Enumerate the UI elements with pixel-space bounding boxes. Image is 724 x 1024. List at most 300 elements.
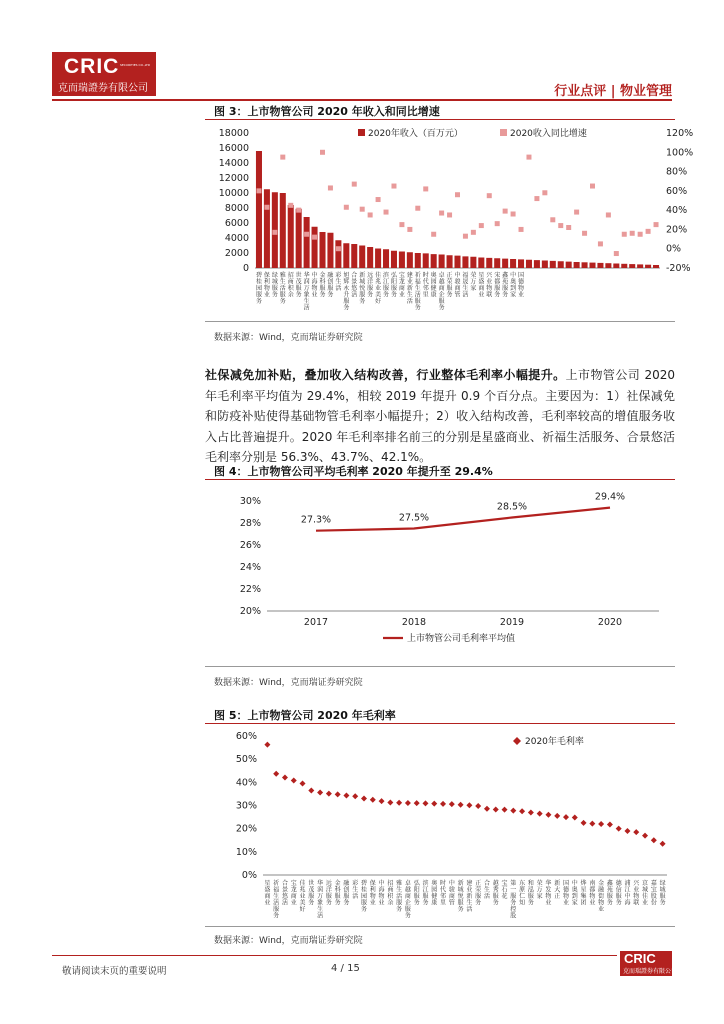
fig5-point	[616, 826, 622, 832]
figure4-chart	[205, 481, 675, 661]
fig3-bar	[542, 261, 548, 269]
fig3-growth-point	[471, 230, 476, 235]
fig4-data-label: 27.5%	[398, 512, 430, 524]
fig3-bar	[288, 205, 294, 268]
fig3-legend-swatch-growth	[500, 129, 507, 136]
figure5-source: 数据来源：Wind，克而瑞证券研究院	[214, 936, 363, 946]
fig3-right-tick-label: 20%	[666, 224, 688, 236]
fig3-category-label: 卓越商企服务	[438, 272, 445, 312]
fig5-point	[581, 820, 587, 826]
fig3-category-label: 滨江服务	[383, 272, 390, 299]
fig5-y-tick-label: 60%	[235, 731, 257, 742]
fig5-category-label: 南都物业	[589, 880, 596, 907]
fig5-category-label: 佳兆业美好	[299, 880, 306, 913]
fig5-point	[282, 774, 288, 780]
figure5-rule	[205, 723, 675, 724]
fig3-growth-point	[463, 234, 468, 239]
fig4-data-label: 29.4%	[594, 491, 626, 503]
fig5-category-label: 远洋服务	[325, 880, 332, 907]
fig3-bar	[550, 261, 556, 268]
fig3-growth-point	[328, 185, 333, 190]
fig5-y-tick-label: 40%	[235, 777, 257, 789]
paragraph-body: 上市物管公司 2020 年毛利率平均值为 29.4%，相较 2019 年提升 0.9 个百分点。主要因为：1）社保减免和防疫补贴使得基础物管毛利率小幅提升；2）收入结构改善，毛利率较高的增值服务收入占比普遍提升。2020 年毛利率排名前三的分别是星盛商业、祈福生活服务、合景悠活毛利率分别是 56.3%、43.7%、42.1%。	[205, 368, 675, 464]
fig3-growth-point	[614, 251, 619, 256]
fig3-category-label: 鑫苑服务	[502, 272, 509, 299]
fig5-point	[510, 808, 516, 814]
fig3-growth-point	[526, 155, 531, 160]
fig3-left-tick-label: 14000	[218, 158, 249, 169]
fig3-bar	[439, 255, 445, 269]
fig5-category-label: 星盛商业	[264, 880, 271, 907]
fig3-growth-point	[606, 212, 611, 217]
fig5-point	[370, 797, 376, 803]
fig5-category-label: 新大正	[554, 880, 561, 900]
fig3-bar	[264, 189, 270, 268]
fig3-right-tick-label: 0%	[666, 243, 682, 255]
fig3-category-label: 合景悠活	[351, 272, 358, 299]
fig5-y-tick-label: 30%	[235, 800, 257, 812]
fig3-category-label: 祈福生活服务	[414, 272, 421, 312]
fig3-growth-point	[376, 197, 381, 202]
analysis-paragraph	[205, 365, 675, 468]
fig3-bar	[629, 264, 635, 268]
fig5-category-label: 国德物业	[562, 880, 570, 907]
fig3-bar	[431, 254, 437, 268]
logo-text: CRIC	[64, 55, 120, 78]
fig3-growth-point	[336, 246, 341, 251]
fig3-category-label: 星盛商业	[478, 272, 485, 299]
figure4-title: 图 4：上市物管公司平均毛利率 2020 年提升至 29.4%	[214, 465, 493, 478]
footer-logo-company: 克而瑞證券有限公司	[623, 968, 678, 975]
fig3-growth-point	[638, 232, 643, 237]
fig3-bar	[335, 240, 341, 268]
fig5-category-label: 中奥到家	[571, 880, 578, 907]
fig3-category-label: 金科服务	[319, 272, 326, 299]
fig3-category-label: 建业新生活	[406, 272, 413, 305]
fig5-point	[633, 829, 639, 835]
fig3-bar	[645, 265, 651, 268]
fig5-point	[352, 793, 358, 799]
figure3-bottom-rule	[205, 321, 675, 322]
fig5-category-label: 雅生活服务	[396, 880, 403, 913]
fig3-category-label: 弘阳服务	[390, 272, 397, 299]
fig3-left-tick-label: 0	[242, 263, 249, 274]
figure5-chart	[205, 725, 675, 925]
fig5-point	[563, 814, 569, 820]
fig5-category-label: 卓越商企服务	[404, 880, 411, 920]
fig3-growth-point	[256, 188, 261, 193]
fig3-category-label: 华润万象生活	[303, 272, 310, 312]
fig3-legend-swatch-revenue	[358, 129, 365, 136]
fig5-legend-label: 2020年毛利率	[525, 737, 584, 747]
report-category: 行业点评 | 物业管理	[554, 84, 672, 99]
fig5-point	[502, 807, 508, 813]
fig5-category-label: 华润万象生活	[317, 880, 324, 920]
fig5-point	[572, 815, 578, 821]
fig5-category-label: 合生活	[483, 880, 490, 900]
fig5-y-tick-label: 0%	[241, 870, 257, 881]
footer-logo-text: CRIC	[624, 951, 656, 966]
fig5-point	[475, 803, 481, 809]
fig3-left-tick-label: 2000	[224, 248, 249, 259]
fig3-bar	[367, 247, 373, 268]
fig5-point	[291, 777, 297, 783]
fig3-category-label: 时代邻里	[422, 272, 429, 299]
fig5-category-label: 烨星集团	[580, 880, 587, 907]
logo-company: 克而瑞證券有限公司	[58, 83, 148, 94]
fig5-point	[440, 801, 446, 807]
fig5-category-label: 中骏商管	[448, 880, 455, 907]
fig5-category-label: 兴业物联	[633, 880, 640, 907]
fig3-growth-point	[550, 217, 555, 222]
fig3-growth-point	[415, 206, 420, 211]
fig3-legend-revenue: 2020年收入（百万元）	[368, 129, 463, 139]
fig3-category-label: 彩生活	[335, 272, 342, 292]
fig3-growth-point	[304, 232, 309, 237]
fig3-category-label: 世茂服务	[295, 272, 302, 299]
fig3-right-tick-label: 100%	[666, 147, 694, 159]
fig3-bar	[605, 263, 611, 268]
fig3-growth-point	[598, 241, 603, 246]
fig3-growth-point	[590, 184, 595, 189]
fig5-category-label: 时代邻里	[440, 880, 447, 907]
fig5-y-tick-label: 50%	[235, 754, 257, 766]
fig4-x-tick-label: 2020	[597, 617, 623, 628]
fig5-point	[545, 812, 551, 818]
fig5-legend-swatch	[513, 737, 521, 745]
fig3-left-tick-label: 8000	[224, 203, 249, 214]
header-rule	[52, 99, 672, 101]
fig3-bar	[375, 249, 381, 269]
fig5-point	[660, 841, 666, 847]
footer-logo	[620, 951, 678, 976]
fig5-category-label: 彩生活	[352, 880, 359, 900]
cric-logo	[52, 52, 156, 96]
fig3-growth-point	[264, 205, 269, 210]
fig3-bar	[478, 258, 484, 269]
fig5-point	[651, 837, 657, 843]
fig4-legend-label: 上市物管公司毛利率平均值	[407, 634, 516, 644]
fig5-point	[264, 742, 270, 748]
fig3-bar	[558, 261, 564, 268]
fig5-y-tick-label: 10%	[235, 846, 257, 858]
fig3-category-label: 旭辉永升服务	[343, 272, 350, 312]
figure4-rule	[205, 479, 675, 480]
fig3-category-label: 荣万家	[470, 272, 477, 292]
fig3-left-tick-label: 12000	[218, 173, 249, 184]
fig4-x-tick-label: 2019	[499, 617, 525, 628]
fig5-point	[589, 821, 595, 827]
fig3-category-label: 远洋服务	[367, 272, 374, 299]
fig5-y-tick-label: 20%	[235, 823, 257, 835]
fig5-point	[396, 800, 402, 806]
fig5-point	[598, 821, 604, 827]
fig3-growth-point	[534, 196, 539, 201]
fig3-bar	[399, 252, 405, 269]
fig3-bar	[486, 258, 492, 268]
fig3-right-tick-label: 40%	[666, 205, 688, 217]
figure5-title: 图 5：上市物管公司 2020 年毛利率	[214, 709, 396, 722]
fig3-bar	[637, 264, 643, 268]
fig3-category-label: 福晟生活	[462, 272, 469, 299]
fig3-bar	[280, 193, 286, 268]
fig5-point	[335, 791, 341, 797]
fig3-category-label: 中奥到家	[510, 272, 517, 299]
fig3-growth-point	[431, 232, 436, 237]
fig3-growth-point	[495, 221, 500, 226]
fig5-point	[343, 793, 349, 799]
fig3-growth-point	[487, 193, 492, 198]
fig5-point	[484, 806, 490, 812]
fig5-category-label: 世茂服务	[308, 880, 315, 907]
fig3-right-tick-label: 80%	[666, 166, 688, 178]
figure5-bottom-rule	[205, 926, 675, 927]
fig3-bar	[447, 255, 453, 268]
fig3-growth-point	[360, 207, 365, 212]
fig5-category-label: 德信服务	[615, 880, 622, 907]
fig3-growth-point	[352, 182, 357, 187]
fig3-category-label: 宝龙商业	[398, 272, 405, 299]
fig3-bar	[470, 257, 476, 268]
fig3-bar	[312, 227, 318, 268]
fig5-category-label: 招商积余	[387, 880, 394, 907]
fig3-growth-point	[654, 222, 659, 227]
fig3-growth-point	[320, 150, 325, 155]
fig5-category-label: 第一服务控股	[510, 880, 517, 920]
fig3-bar	[423, 253, 429, 268]
fig4-y-tick-label: 20%	[239, 606, 261, 617]
fig4-x-tick-label: 2017	[303, 617, 329, 628]
fig3-category-label: 佳兆业美好	[375, 272, 382, 305]
fig5-category-label: 弘阳服务	[413, 880, 420, 907]
fig3-category-label: 正荣服务	[446, 272, 453, 299]
fig3-bar	[304, 217, 310, 268]
fig3-bar	[613, 264, 619, 269]
fig3-bar	[566, 262, 572, 268]
fig3-growth-point	[622, 232, 627, 237]
fig3-growth-point	[312, 235, 317, 240]
fig5-category-label: 鑫苑服务	[606, 880, 613, 907]
fig5-point	[361, 796, 367, 802]
fig5-point	[379, 798, 385, 804]
footer-rule	[52, 955, 617, 956]
fig5-point	[422, 800, 428, 806]
fig3-bar	[391, 251, 397, 268]
fig3-category-label: 保利物业	[263, 272, 270, 299]
fig5-category-label: 金融街物业	[598, 880, 605, 913]
fig3-growth-point	[542, 190, 547, 195]
fig3-bar	[454, 256, 460, 268]
fig3-bar	[327, 233, 333, 268]
fig5-point	[387, 799, 393, 805]
paragraph-lead: 社保减免加补贴，叠加收入结构改善，行业整体毛利率小幅提升。	[205, 368, 566, 382]
fig3-right-tick-label: 60%	[666, 185, 688, 197]
fig5-category-label: 京城佳业	[642, 880, 649, 907]
fig5-point	[537, 811, 543, 817]
figure4-bottom-rule	[205, 666, 675, 667]
fig3-growth-point	[368, 212, 373, 217]
fig5-point	[493, 806, 499, 812]
fig3-bar	[518, 259, 524, 268]
fig5-point	[405, 800, 411, 806]
fig3-bar	[597, 263, 603, 268]
figure3-source: 数据来源：Wind，克而瑞证券研究院	[214, 333, 363, 343]
fig5-point	[431, 801, 437, 807]
fig3-growth-point	[646, 229, 651, 234]
fig5-point	[308, 787, 314, 793]
fig3-growth-point	[407, 227, 412, 232]
fig5-point	[449, 801, 455, 807]
figure3-rule	[205, 119, 675, 120]
fig3-growth-point	[296, 208, 301, 213]
fig3-category-label: 招商积余	[287, 272, 294, 299]
fig5-category-label: 合景悠活	[281, 880, 288, 907]
fig5-point	[414, 800, 420, 806]
fig3-growth-point	[384, 210, 389, 215]
fig3-category-label: 绿城服务	[271, 272, 278, 299]
fig3-bar	[502, 259, 508, 268]
fig3-left-tick-label: 6000	[224, 218, 249, 229]
fig5-point	[624, 828, 630, 834]
fig5-point	[466, 802, 472, 808]
fig3-bar	[589, 263, 595, 268]
fig3-left-tick-label: 10000	[218, 188, 249, 199]
fig5-point	[607, 821, 613, 827]
fig5-point	[519, 808, 525, 814]
fig3-growth-point	[630, 231, 635, 236]
fig5-category-label: 正荣服务	[475, 880, 482, 907]
fig3-growth-point	[272, 230, 277, 235]
fig3-growth-point	[423, 186, 428, 191]
fig5-category-label: 浦江中海	[624, 880, 631, 907]
fig4-y-tick-label: 26%	[239, 540, 261, 551]
fig3-growth-point	[574, 210, 579, 215]
fig3-category-label: 碧桂园服务	[255, 272, 262, 305]
fig4-x-tick-label: 2018	[401, 617, 427, 628]
page-number: 4 / 15	[331, 963, 360, 974]
fig5-point	[326, 791, 332, 797]
fig3-category-label: 雅生活服务	[279, 272, 286, 305]
fig3-category-label: 宋都服务	[494, 272, 501, 299]
fig4-data-label: 28.5%	[496, 501, 528, 513]
fig5-category-label: 绿城服务	[659, 880, 666, 907]
fig3-bar	[256, 151, 262, 268]
fig3-category-label: 中海物业	[311, 272, 318, 299]
fig3-growth-point	[280, 155, 285, 160]
fig5-category-label: 祈福生活服务	[273, 880, 280, 920]
fig3-category-label: 中骏商管	[454, 272, 461, 299]
fig3-bar	[526, 260, 532, 268]
footer-disclaimer: 敬请阅读末页的重要说明	[62, 966, 167, 977]
fig3-category-label: 新城悦服务	[359, 272, 366, 305]
fig5-category-label: 金科服务	[334, 880, 341, 907]
fig4-y-tick-label: 24%	[239, 562, 261, 573]
fig3-growth-point	[447, 212, 452, 217]
fig3-growth-point	[391, 184, 396, 189]
fig5-category-label: 保利物业	[369, 880, 376, 907]
fig5-category-label: 滨江服务	[422, 880, 429, 907]
fig3-bar	[359, 246, 365, 269]
fig3-category-label: 兴业物联	[486, 272, 493, 299]
fig3-bar	[574, 262, 580, 268]
fig5-category-label: 华发物业	[545, 880, 552, 907]
fig5-point	[554, 813, 560, 819]
fig5-category-label: 越秀服务	[492, 880, 499, 907]
fig3-growth-point	[558, 223, 563, 228]
fig3-category-label: 奥园健康	[430, 272, 437, 299]
fig3-growth-point	[479, 223, 484, 228]
fig3-category-label: 融创服务	[327, 272, 334, 299]
fig5-category-label: 新城悦服务	[457, 880, 464, 913]
fig3-left-tick-label: 4000	[224, 233, 249, 244]
fig5-category-label: 中海物业	[378, 880, 385, 907]
fig3-bar	[621, 264, 627, 268]
fig3-right-tick-label: 120%	[666, 128, 694, 139]
fig3-growth-point	[519, 227, 524, 232]
fig5-category-label: 嘉宝股份	[650, 880, 657, 907]
fig3-bar	[582, 262, 588, 268]
figure3-title: 图 3：上市物管公司 2020 年收入和同比增速	[214, 105, 440, 118]
fig3-bar	[653, 265, 659, 268]
fig5-category-label: 和泓服务	[527, 880, 534, 907]
fig3-bar	[343, 243, 349, 268]
fig5-point	[642, 833, 648, 839]
fig3-left-tick-label: 16000	[218, 143, 249, 154]
fig3-bar	[319, 232, 325, 268]
fig5-point	[273, 771, 279, 777]
fig3-bar	[534, 260, 540, 268]
fig3-bar	[296, 209, 302, 268]
fig3-bar	[415, 253, 421, 268]
fig3-left-tick-label: 18000	[218, 128, 249, 139]
fig5-category-label: 碧桂园服务	[360, 880, 368, 913]
figure3-chart	[205, 121, 694, 321]
fig4-y-tick-label: 22%	[239, 584, 261, 595]
fig3-bar	[494, 258, 500, 268]
fig4-y-tick-label: 28%	[239, 518, 261, 529]
fig5-point	[300, 780, 306, 786]
logo-tagline: SECURITIES CO.,LTD	[120, 63, 151, 67]
fig5-point	[528, 809, 534, 815]
fig5-category-label: 宝石花	[501, 880, 508, 900]
fig4-series-line	[316, 508, 610, 531]
figure4-source: 数据来源：Wind，克而瑞证券研究院	[214, 678, 363, 688]
fig3-growth-point	[455, 192, 460, 197]
fig5-point	[317, 790, 323, 796]
fig5-category-label: 东原仁知	[519, 880, 526, 907]
fig3-growth-point	[503, 209, 508, 214]
fig3-growth-point	[439, 211, 444, 216]
fig5-point	[458, 802, 464, 808]
fig3-bar	[383, 249, 389, 268]
fig3-bar	[510, 259, 516, 268]
fig3-bar	[462, 256, 468, 268]
fig3-legend-growth: 2020收入同比增速	[510, 129, 587, 139]
fig3-growth-point	[511, 212, 516, 217]
fig5-category-label: 建业新生活	[466, 880, 473, 913]
fig3-growth-point	[344, 205, 349, 210]
fig4-y-tick-label: 30%	[239, 496, 261, 507]
fig5-category-label: 宝龙商业	[290, 880, 297, 907]
fig3-growth-point	[582, 231, 587, 236]
fig3-bar	[351, 244, 357, 268]
fig5-category-label: 奥园健康	[431, 880, 438, 907]
fig3-right-tick-label: -20%	[666, 263, 691, 274]
fig3-growth-point	[399, 222, 404, 227]
fig3-bar	[407, 252, 413, 268]
fig3-growth-point	[566, 225, 571, 230]
fig3-category-label: 国德物业	[518, 272, 525, 299]
